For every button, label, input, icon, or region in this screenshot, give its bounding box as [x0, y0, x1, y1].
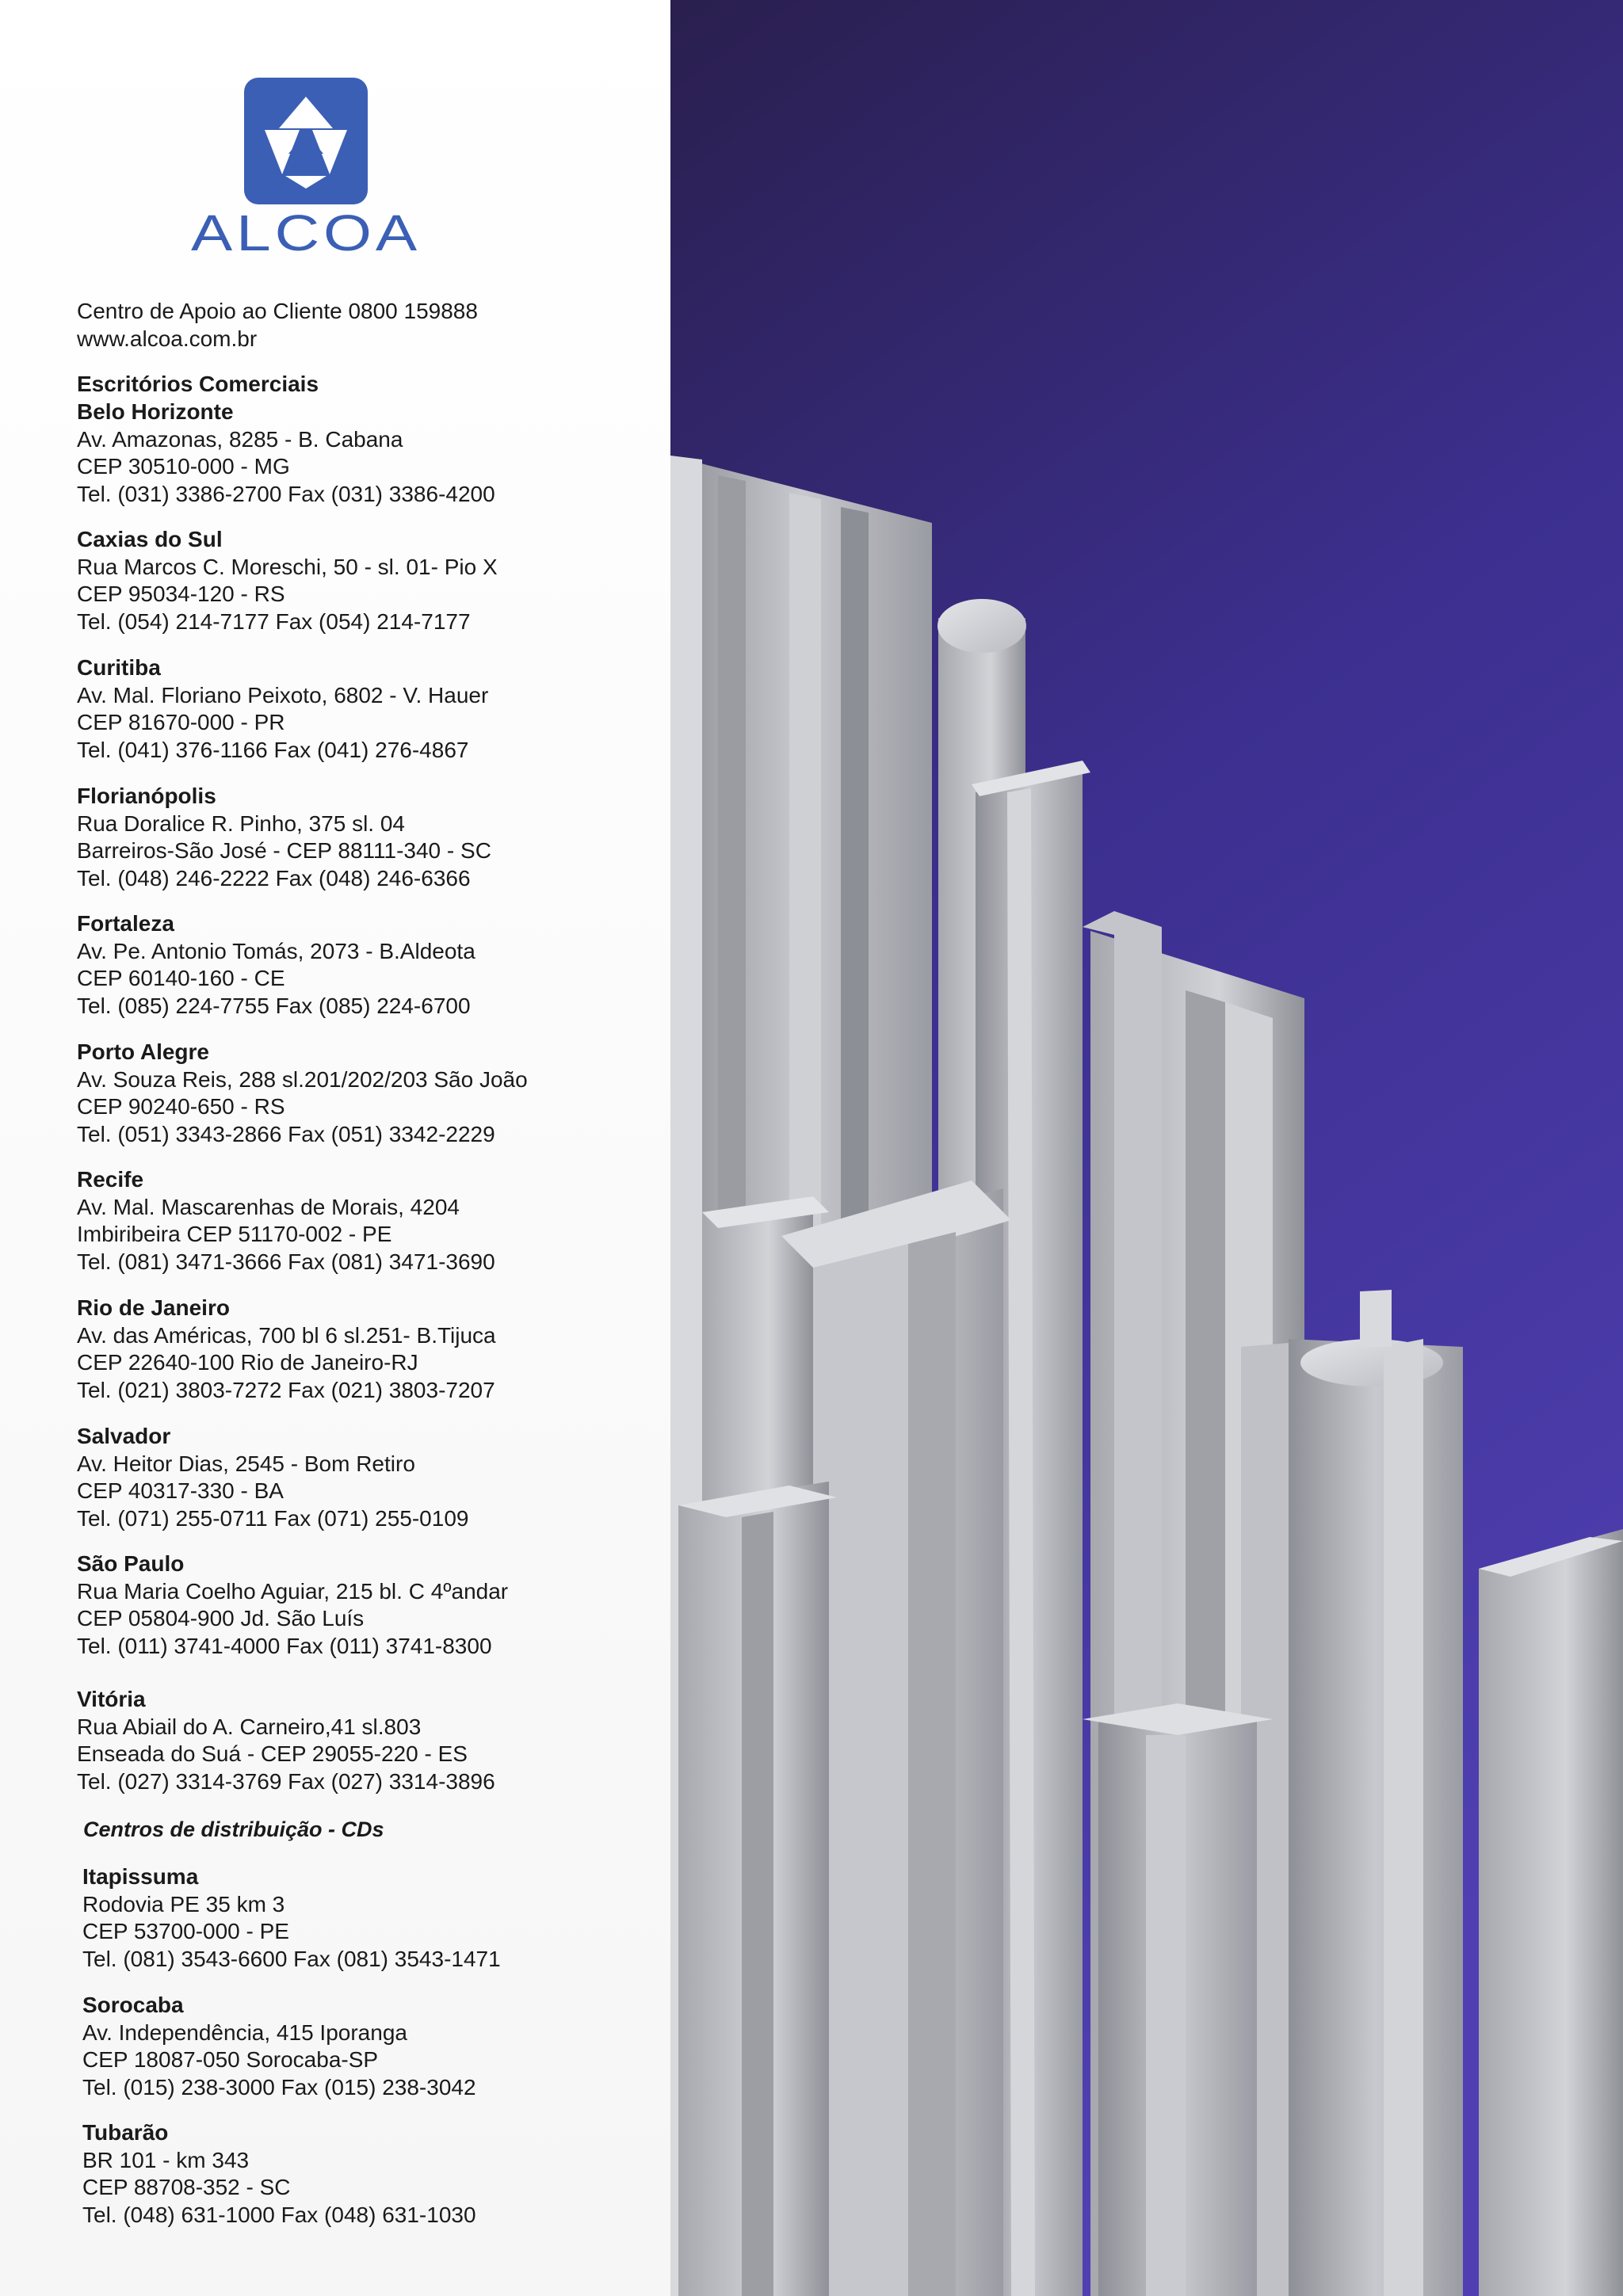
office-line: Rua Maria Coelho Aguiar, 215 bl. C 4ºandar	[77, 1578, 509, 1604]
office-line: CEP 60140-160 - CE	[77, 966, 285, 990]
cd-city: Itapissuma	[82, 1864, 199, 1889]
offices-heading: Escritórios Comerciais	[77, 372, 319, 396]
office-city: Recife	[77, 1167, 144, 1192]
office-line: Tel. (054) 214-7177 Fax (054) 214-7177	[77, 608, 471, 634]
cd-city: Tubarão	[82, 2120, 169, 2145]
cd-line: CEP 88708-352 - SC	[82, 2175, 291, 2199]
office-line: CEP 22640-100 Rio de Janeiro-RJ	[77, 1350, 418, 1375]
profile-far-right	[1479, 1529, 1623, 2296]
office-line: Imbiribeira CEP 51170-002 - PE	[77, 1222, 392, 1246]
office-line: CEP 05804-900 Jd. São Luís	[77, 1606, 365, 1630]
support-line: Centro de Apoio ao Cliente 0800 159888	[77, 299, 478, 323]
office-block	[77, 1295, 647, 1404]
office-line: Tel. (051) 3343-2866 Fax (051) 3342-2229	[77, 1121, 495, 1146]
office-block	[77, 526, 647, 635]
cd-line: Av. Independência, 415 Iporanga	[82, 2019, 407, 2045]
address-panel	[0, 0, 670, 2296]
alcoa-logo-icon	[244, 78, 368, 204]
office-line: Av. Amazonas, 8285 - B. Cabana	[77, 426, 403, 452]
cd-line: CEP 18087-050 Sorocaba-SP	[82, 2047, 379, 2072]
office-line: Av. Mal. Floriano Peixoto, 6802 - V. Hauer	[77, 682, 489, 707]
cd-block	[82, 2119, 653, 2229]
cd-block	[82, 1992, 653, 2101]
office-city: Belo Horizonte	[77, 399, 234, 424]
office-line: Rua Abiail do A. Carneiro,41 sl.803	[77, 1714, 422, 1739]
cd-block	[82, 1863, 653, 1973]
cd-line: Tel. (015) 238-3000 Fax (015) 238-3042	[82, 2074, 476, 2100]
office-block	[77, 1550, 647, 1660]
office-line: Tel. (011) 3741-4000 Fax (011) 3741-8300	[77, 1633, 492, 1658]
office-line: Av. Souza Reis, 288 sl.201/202/203 São João	[77, 1066, 528, 1092]
cd-line: Tel. (081) 3543-6600 Fax (081) 3543-1471	[82, 1946, 501, 1971]
office-city: Porto Alegre	[77, 1039, 209, 1064]
website-link[interactable]: www.alcoa.com.br	[77, 326, 258, 351]
office-line: Av. Mal. Mascarenhas de Morais, 4204	[77, 1194, 460, 1219]
office-block	[77, 1039, 647, 1148]
cd-line: CEP 53700-000 - PE	[82, 1919, 289, 1943]
office-line: CEP 90240-650 - RS	[77, 1094, 285, 1119]
office-block	[77, 1423, 647, 1532]
office-city: Florianópolis	[77, 784, 216, 808]
office-city: Fortaleza	[77, 911, 174, 936]
office-line: Enseada do Suá - CEP 29055-220 - ES	[77, 1741, 468, 1766]
office-line: Tel. (071) 255-0711 Fax (071) 255-0109	[77, 1505, 469, 1531]
office-block	[77, 654, 647, 764]
office-line: Rua Doralice R. Pinho, 375 sl. 04	[77, 810, 405, 836]
office-line: Av. das Américas, 700 bl 6 sl.251- B.Tijuca	[77, 1322, 496, 1348]
office-city: Rio de Janeiro	[77, 1295, 230, 1320]
office-line: CEP 40317-330 - BA	[77, 1478, 284, 1503]
office-line: Av. Heitor Dias, 2545 - Bom Retiro	[77, 1451, 415, 1476]
alcoa-logo	[187, 78, 425, 260]
office-line: Tel. (041) 376-1166 Fax (041) 276-4867	[77, 737, 469, 762]
alcoa-wordmark	[187, 204, 425, 260]
contact-info	[77, 298, 478, 353]
office-block	[77, 910, 647, 1020]
office-block	[77, 1686, 647, 1795]
office-city: Caxias do Sul	[77, 527, 223, 551]
office-line: Tel. (048) 246-2222 Fax (048) 246-6366	[77, 865, 471, 891]
aluminum-profiles-photo	[670, 0, 1623, 2296]
cd-city: Sorocaba	[82, 1993, 184, 2017]
profile-right	[1289, 1339, 1463, 2296]
office-line: Tel. (031) 3386-2700 Fax (031) 3386-4200	[77, 481, 495, 506]
cd-line: Tel. (048) 631-1000 Fax (048) 631-1030	[82, 2202, 476, 2227]
cd-line: BR 101 - km 343	[82, 2147, 250, 2172]
office-city: Vitória	[77, 1687, 146, 1711]
office-city: São Paulo	[77, 1551, 185, 1576]
office-line: Av. Pe. Antonio Tomás, 2073 - B.Aldeota	[77, 938, 475, 963]
aluminum-profiles-illustration	[670, 0, 1623, 2296]
office-line: CEP 30510-000 - MG	[77, 454, 290, 479]
brand-name: ALCOA	[191, 204, 421, 260]
office-city: Curitiba	[77, 655, 161, 680]
office-line: Tel. (085) 224-7755 Fax (085) 224-6700	[77, 993, 471, 1018]
office-line: Tel. (027) 3314-3769 Fax (027) 3314-3896	[77, 1768, 495, 1794]
office-line: Rua Marcos C. Moreschi, 50 - sl. 01- Pio X	[77, 554, 498, 579]
office-block	[77, 1166, 647, 1276]
office-line: Barreiros-São José - CEP 88111-340 - SC	[77, 838, 491, 863]
office-line: Tel. (021) 3803-7272 Fax (021) 3803-7207	[77, 1377, 495, 1402]
office-block	[77, 783, 647, 892]
office-city: Salvador	[77, 1424, 171, 1448]
distribution-centers-heading: Centros de distribuição - CDs	[83, 1817, 384, 1841]
office-line: CEP 95034-120 - RS	[77, 582, 285, 606]
office-block	[77, 399, 647, 508]
cd-line: Rodovia PE 35 km 3	[82, 1891, 285, 1917]
office-line: CEP 81670-000 - PR	[77, 710, 285, 734]
office-line: Tel. (081) 3471-3666 Fax (081) 3471-3690	[77, 1249, 495, 1274]
